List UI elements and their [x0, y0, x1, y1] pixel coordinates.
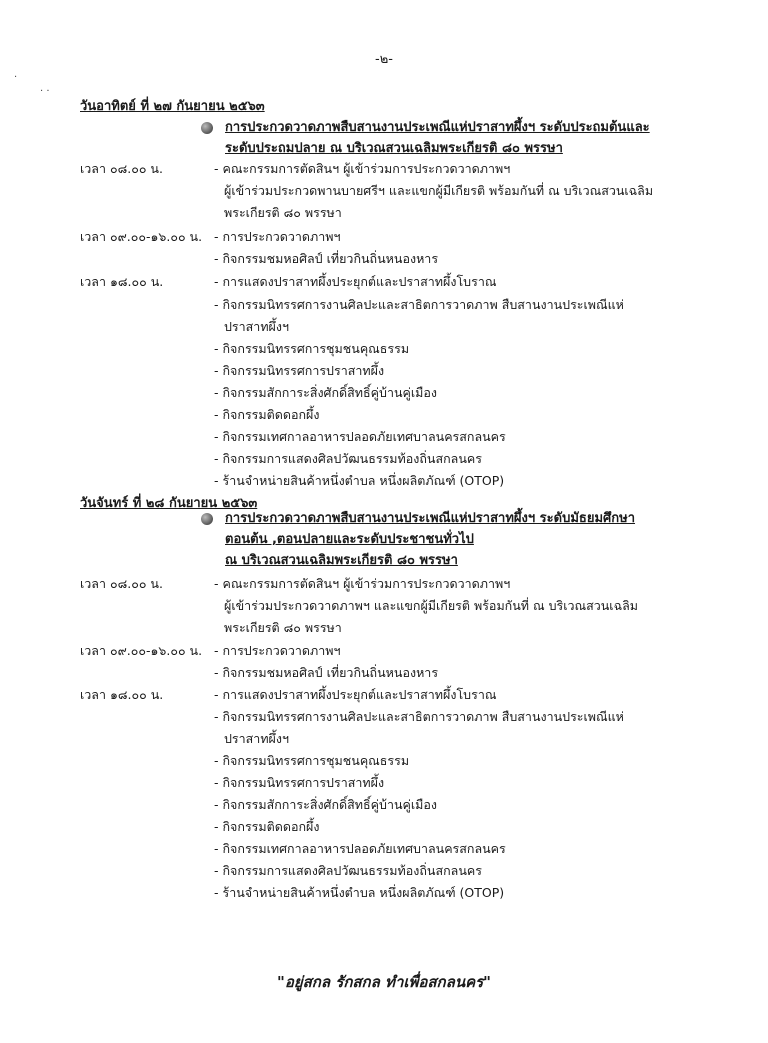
section-date: วันจันทร์ ที่ ๒๘ กันยายน ๒๕๖๓ — [80, 496, 258, 511]
scan-speck: · · — [40, 86, 50, 97]
footer-motto: "อยู่สกล รักสกล ทำเพื่อสกลนคร" — [277, 973, 491, 991]
schedule-item: - กิจกรรมชมหอศิลป์ เที่ยวกินถิ่นหนองหาร — [214, 665, 439, 680]
schedule-item-continued: ผู้เข้าร่วมประกวดวาดภาพฯ และแขกผู้มีเกียรติ พร้อมกันที่ ณ บริเวณสวนเฉลิม — [224, 598, 638, 613]
schedule-item: - กิจกรรมการแสดงศิลปวัฒนธรรมท้องถิ่นสกลนคร — [214, 863, 482, 878]
schedule-item-continued: พระเกียรติ ๘๐ พรรษา — [224, 205, 342, 220]
schedule-time: เวลา ๐๘.๐๐ น. — [80, 576, 163, 591]
schedule-item: - กิจกรรมสักการะสิ่งศักดิ์สิทธิ์คู่บ้านคู่เมือง — [214, 385, 438, 400]
schedule-item: - ร้านจำหน่ายสินค้าหนึ่งตำบล หนึ่งผลิตภัณฑ์ (OTOP) — [214, 885, 505, 900]
schedule-time: เวลา ๐๙.๐๐-๑๖.๐๐ น. — [80, 229, 203, 244]
schedule-item: - การแสดงปราสาทผึ้งประยุกต์และปราสาทผึ้งโบราณ — [214, 687, 497, 702]
event-title-line: ตอนต้น ,ตอนปลายและระดับประชาชนทั่วไป — [225, 532, 474, 547]
schedule-item: - กิจกรรมนิทรรศการปราสาทผึ้ง — [214, 363, 385, 378]
schedule-time: เวลา ๑๘.๐๐ น. — [80, 687, 164, 702]
bullet-icon — [201, 122, 213, 134]
page-number: -๒- — [375, 52, 393, 67]
schedule-time: เวลา ๑๘.๐๐ น. — [80, 274, 164, 289]
schedule-item: - กิจกรรมนิทรรศการชุมชนคุณธรรม — [214, 341, 410, 356]
schedule-item-continued: ผู้เข้าร่วมประกวดพานบายศรีฯ และแขกผู้มีเกียรติ พร้อมกันที่ ณ บริเวณสวนเฉลิม — [224, 183, 654, 198]
event-title-line: ระดับประถมปลาย ณ บริเวณสวนเฉลิมพระเกียรติ ๘๐ พรรษา — [225, 141, 563, 156]
schedule-time: เวลา ๐๙.๐๐-๑๖.๐๐ น. — [80, 643, 203, 658]
schedule-item: - กิจกรรมนิทรรศการปราสาทผึ้ง — [214, 775, 385, 790]
event-title — [201, 508, 635, 571]
bullet-icon — [201, 513, 213, 525]
schedule-item: - กิจกรรมสักการะสิ่งศักดิ์สิทธิ์คู่บ้านคู่เมือง — [214, 797, 438, 812]
schedule-item: - กิจกรรมเทศกาลอาหารปลอดภัยเทศบาลนครสกลนคร — [214, 841, 506, 856]
schedule-item: - การประกวดวาดภาพฯ — [214, 229, 341, 244]
schedule-item: - กิจกรรมนิทรรศการงานศิลปะและสาธิตการวาดภาพ สืบสานงานประเพณีแห่ — [214, 709, 624, 724]
schedule-item-continued: พระเกียรติ ๘๐ พรรษา — [224, 620, 342, 635]
schedule-item: - กิจกรรมการแสดงศิลปวัฒนธรรมท้องถิ่นสกลนคร — [214, 451, 482, 466]
schedule-item: - คณะกรรมการตัดสินฯ ผู้เข้าร่วมการประกวดวาดภาพฯ — [214, 161, 511, 176]
event-title-line: ณ บริเวณสวนเฉลิมพระเกียรติ ๘๐ พรรษา — [225, 553, 458, 568]
event-title — [201, 117, 650, 159]
section-date: วันอาทิตย์ ที่ ๒๗ กันยายน ๒๕๖๓ — [80, 99, 265, 114]
schedule-item: - กิจกรรมชมหอศิลป์ เที่ยวกินถิ่นหนองหาร — [214, 251, 439, 266]
schedule-item: - กิจกรรมติดดอกผึ้ง — [214, 819, 320, 834]
schedule-item-continued: ปราสาทผึ้งฯ — [224, 319, 290, 334]
schedule-item: - ร้านจำหน่ายสินค้าหนึ่งตำบล หนึ่งผลิตภัณฑ์ (OTOP) — [214, 473, 505, 488]
schedule-item: - การแสดงปราสาทผึ้งประยุกต์และปราสาทผึ้งโบราณ — [214, 274, 497, 289]
event-title-line: การประกวดวาดภาพสืบสานงานประเพณีแห่ปราสาทผึ้งฯ ระดับมัธยมศึกษา — [225, 511, 636, 526]
schedule-time: เวลา ๐๘.๐๐ น. — [80, 161, 163, 176]
schedule-item: - การประกวดวาดภาพฯ — [214, 643, 341, 658]
schedule-item: - กิจกรรมนิทรรศการงานศิลปะและสาธิตการวาดภาพ สืบสานงานประเพณีแห่ — [214, 297, 624, 312]
schedule-item: - กิจกรรมนิทรรศการชุมชนคุณธรรม — [214, 753, 410, 768]
schedule-item-continued: ปราสาทผึ้งฯ — [224, 731, 290, 746]
scan-speck: · — [14, 72, 18, 83]
schedule-item: - กิจกรรมเทศกาลอาหารปลอดภัยเทศบาลนครสกลนคร — [214, 429, 506, 444]
event-title-line: การประกวดวาดภาพสืบสานงานประเพณีแห่ปราสาทผึ้งฯ ระดับประถมต้นและ — [225, 120, 650, 135]
schedule-item: - กิจกรรมติดดอกผึ้ง — [214, 407, 320, 422]
schedule-item: - คณะกรรมการตัดสินฯ ผู้เข้าร่วมการประกวดวาดภาพฯ — [214, 576, 511, 591]
